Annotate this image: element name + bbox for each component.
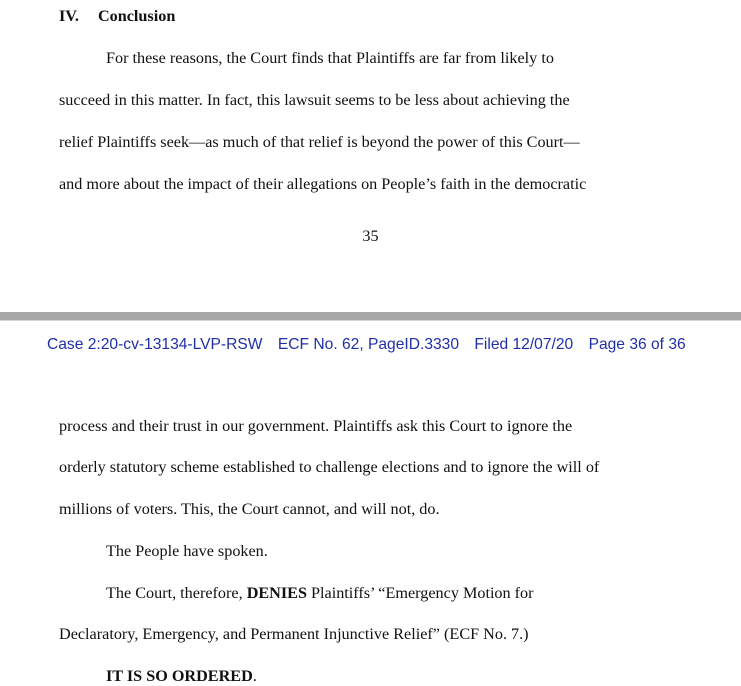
section-title: Conclusion: [97, 7, 176, 25]
paragraph-line: relief Plaintiffs seek—as much of that relief is beyond the power of this Court—: [59, 133, 580, 151]
page-break-divider: [0, 312, 741, 320]
people-have-spoken: The People have spoken.: [106, 542, 268, 560]
paragraph-line: Declaratory, Emergency, and Permanent Injunctive Relief” (ECF No. 7.): [59, 625, 529, 643]
ecf-document-number: ECF No. 62, PageID.3330: [277, 336, 460, 353]
page-number: 35: [362, 227, 379, 245]
ecf-filed-date: Filed 12/07/20: [474, 336, 574, 353]
paragraph-line: For these reasons, the Court finds that Plaintiffs are far from likely to: [106, 49, 554, 67]
ecf-page-count: Page 36 of 36: [588, 336, 686, 353]
denies-keyword: DENIES: [246, 584, 307, 602]
ecf-header: [47, 335, 697, 355]
paragraph-line: millions of voters. This, the Court cannot, and will not, do.: [59, 500, 440, 518]
paragraph-line: succeed in this matter. In fact, this lawsuit seems to be less about achieving the: [59, 91, 570, 109]
section-heading: [59, 6, 175, 26]
paragraph-line: and more about the impact of their allegations on People’s faith in the democratic: [59, 175, 587, 193]
paragraph-line: process and their trust in our government. Plaintiffs ask this Court to ignore the: [59, 417, 573, 435]
section-number: IV.: [59, 7, 79, 25]
denial-motion-text: Plaintiffs’ “Emergency Motion for: [306, 584, 534, 602]
ordered-text: IT IS SO ORDERED: [106, 667, 253, 685]
order-line: [106, 666, 257, 686]
paragraph-line: orderly statutory scheme established to challenge elections and to ignore the will of: [59, 458, 600, 476]
ecf-case-number: Case 2:20-cv-13134-LVP-RSW: [47, 336, 263, 353]
denial-sentence: [106, 583, 534, 603]
page-break-shadow: [0, 320, 741, 321]
ordered-period: .: [252, 667, 257, 685]
denial-intro: The Court, therefore,: [106, 584, 247, 602]
